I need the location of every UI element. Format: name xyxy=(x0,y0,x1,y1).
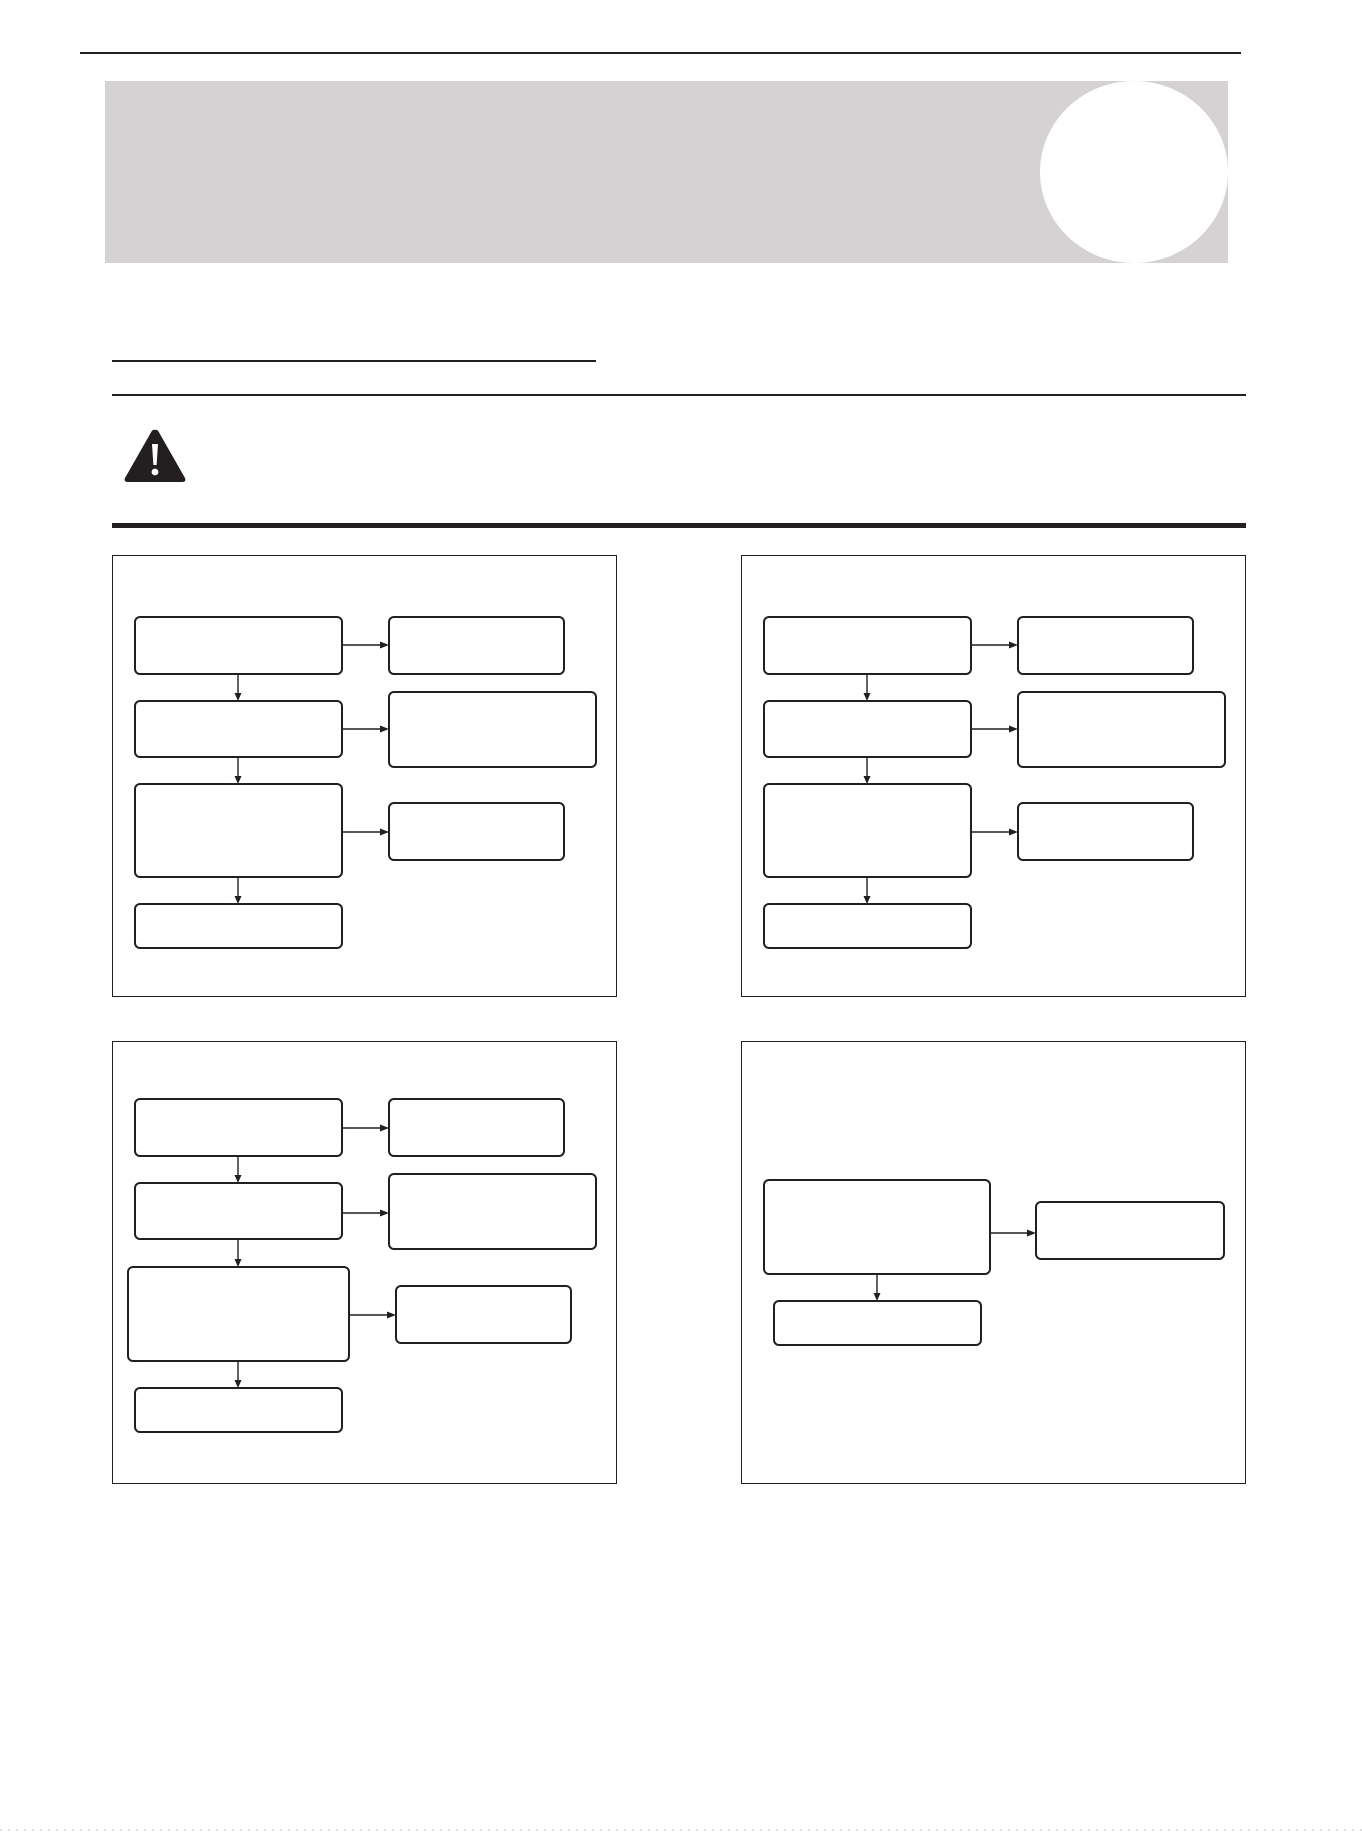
flow-box-side-3 xyxy=(1018,803,1193,860)
flowchart-bottom-left xyxy=(113,1042,618,1485)
flow-box-main-2 xyxy=(774,1301,981,1345)
flow-box-side-1 xyxy=(389,1099,564,1156)
header-band xyxy=(105,81,1228,263)
flow-box-side-2 xyxy=(1018,692,1225,767)
flow-box-side-3 xyxy=(396,1286,571,1343)
flowchart-bottom-right xyxy=(742,1042,1247,1485)
flow-box-main-2 xyxy=(764,701,971,757)
section-rule-thick xyxy=(112,523,1246,528)
flow-box-main-4 xyxy=(135,1388,342,1432)
flow-box-side-1 xyxy=(1036,1202,1224,1259)
flow-box-main-1 xyxy=(135,1099,342,1156)
warning-triangle-icon xyxy=(122,427,188,485)
flow-box-main-1 xyxy=(764,617,971,674)
flow-box-side-3 xyxy=(389,803,564,860)
footer-edge-strip xyxy=(0,1826,1362,1834)
flow-box-main-1 xyxy=(135,617,342,674)
flow-box-side-1 xyxy=(1018,617,1193,674)
panel-top-left xyxy=(112,555,617,997)
flow-box-main-3 xyxy=(135,784,342,877)
flow-box-main-2 xyxy=(135,701,342,757)
flow-box-main-1 xyxy=(764,1180,990,1274)
panel-bottom-right xyxy=(741,1041,1246,1484)
section-underline xyxy=(112,360,596,362)
flow-box-main-2 xyxy=(135,1183,342,1239)
flow-box-main-3 xyxy=(128,1267,349,1361)
top-rule xyxy=(80,52,1241,54)
header-circle xyxy=(1040,81,1228,263)
panel-bottom-left xyxy=(112,1041,617,1484)
flow-box-main-4 xyxy=(764,904,971,948)
panel-top-right xyxy=(741,555,1246,997)
flow-box-side-1 xyxy=(389,617,564,674)
section-rule-thin xyxy=(112,394,1246,396)
flow-box-main-3 xyxy=(764,784,971,877)
flow-box-side-2 xyxy=(389,692,596,767)
flow-box-side-2 xyxy=(389,1174,596,1249)
flowchart-top-right xyxy=(742,556,1247,998)
flowchart-top-left xyxy=(113,556,618,998)
flow-box-main-4 xyxy=(135,904,342,948)
